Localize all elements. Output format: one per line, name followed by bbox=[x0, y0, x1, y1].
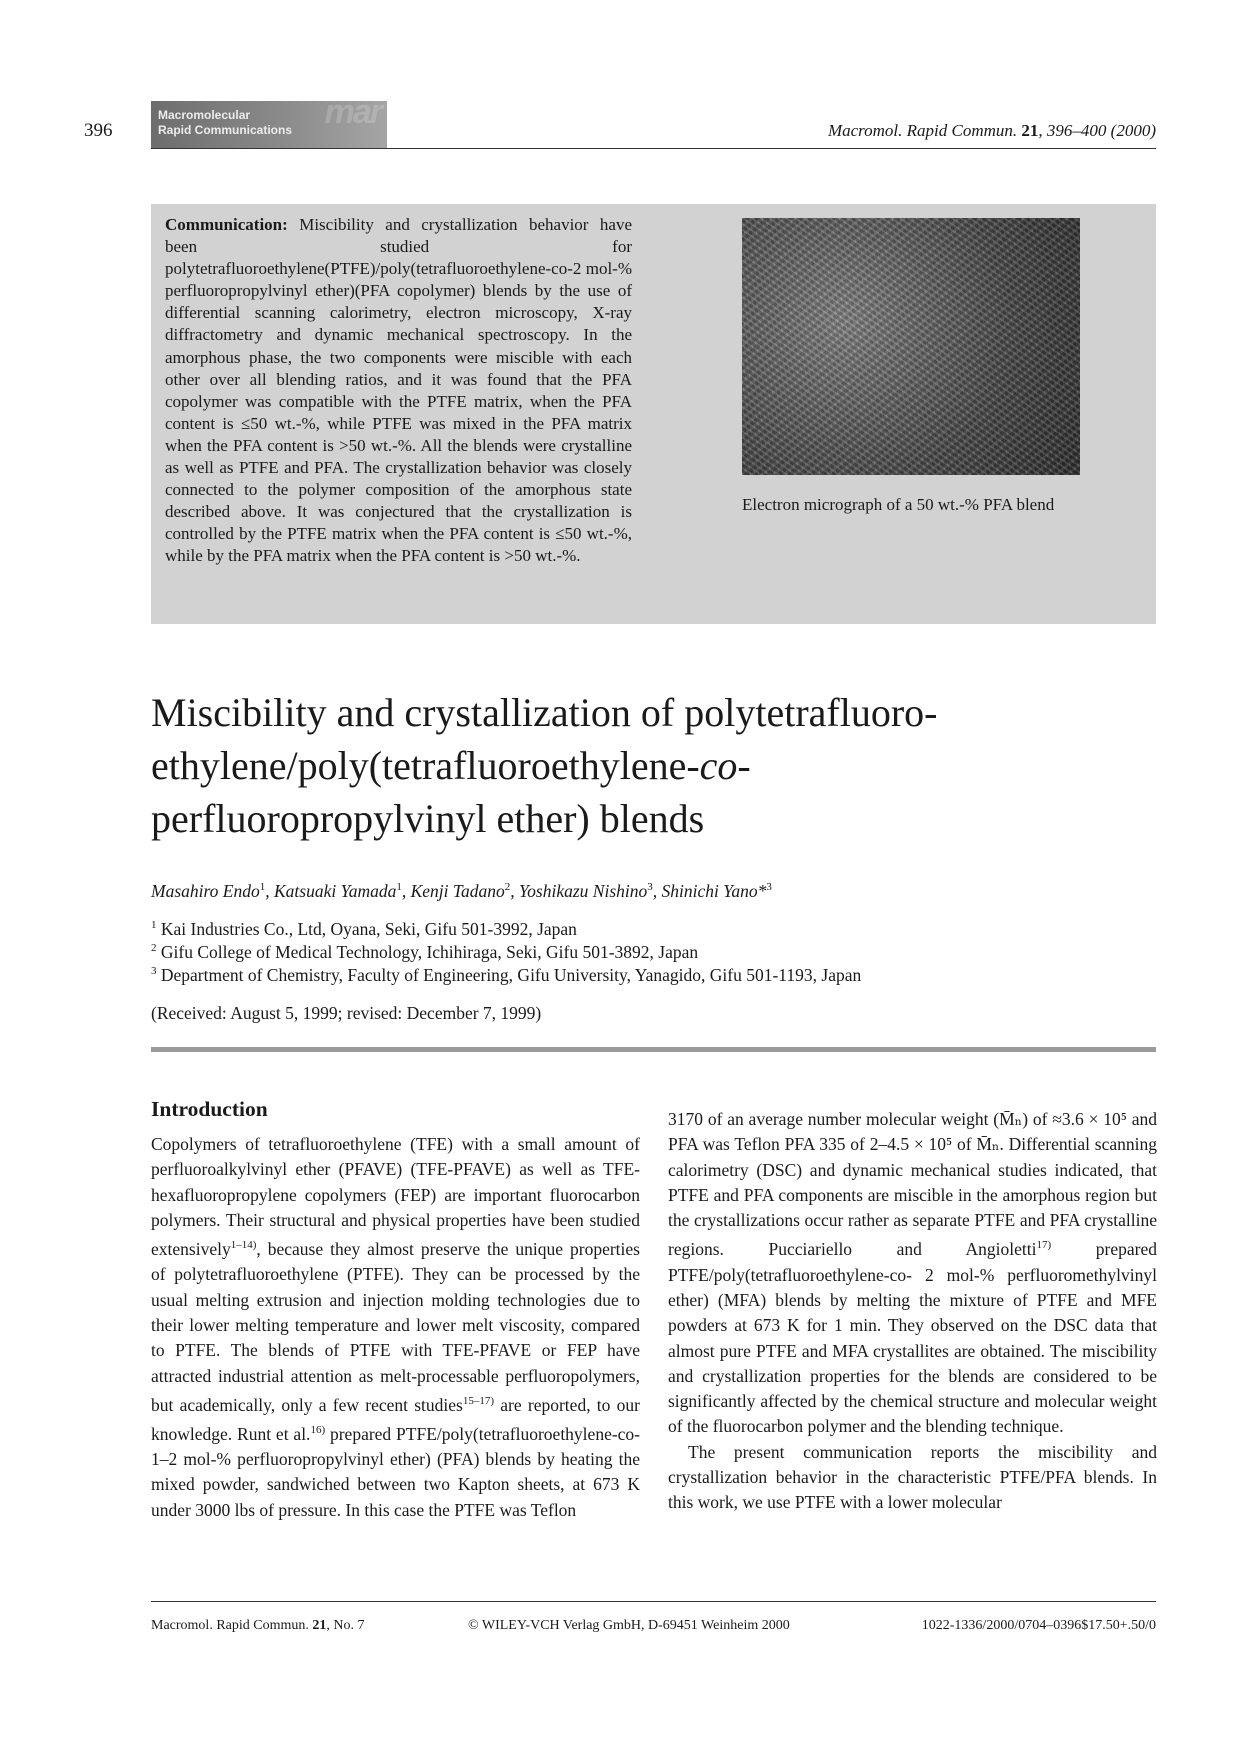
body-paragraph: Copolymers of tetrafluoroethylene (TFE) with a small amount of perfluoroalkylvinyl ether (PFAVE) (TFE-PFAVE) as well as TFE-hexafluoropropylene copolymers (FEP) are important fluorocarbon polymers. Their structural and physical properties have been studied extensively$^{1-14)}$, because they almost preserve the unique properties of polytetrafluoroethylene (PTFE). They can be processed by the usual melting extrusion and injection molding technologies due to their lower melting temperature and lower melt viscosity, compared to PTFE. The blends of PTFE with TFE-PFAVE or FEP have attracted industrial attention as melt-processable perfluoropolymers, but academically, only a few recent studies$^{15-17)}$ are reported, to our knowledge. Runt et al.$^{16)}$ prepared PTFE/poly(tetrafluoroethylene-co- 1–2 mol-% perfluoropropylvinyl ether) (PFA) blends by heating the mixed powder, sandwiched between two Kapton sheets, at 673 K under 3000 lbs of pressure. In this case the PTFE was Teflon bbox=[151, 1134, 641, 1520]
footer-citation: Macromol. Rapid Commun. 21, No. 7 bbox=[151, 1618, 365, 1633]
logo-mark-icon: mar bbox=[324, 101, 381, 131]
section-divider bbox=[151, 1047, 1156, 1052]
body-paragraph: The present communication reports the miscibility and crystallization behavior in the characteristic PTFE/PFA blends. In this work, we use PTFE with a lower molecular bbox=[668, 1441, 1157, 1513]
footer-copyright: © WILEY-VCH Verlag GmbH, D-69451 Weinheim 2000 bbox=[468, 1618, 790, 1633]
logo-line-2: Rapid Communications bbox=[158, 123, 293, 137]
header-rule bbox=[151, 148, 1156, 149]
body-paragraph: 3170 of an average number molecular weight (M̄ₙ) of ≈3.6 × 10⁵ and PFA was Teflon PFA 335 of 2–4.5 × 10⁵ of M̄ₙ. Differential scanning calorimetry (DSC) and dynamic mechanical studies indicated, that PTFE and PFA components are miscible in the amorphous region but the crystallizations occur rather as separate PTFE and PFA crystalline regions. Pucciariello and Angioletti$^{17)}$ prepared PTFE/poly(tetrafluoroethylene-co- 2 mol-% perfluoromethylvinyl ether) (MFA) blends by melting the mixture of PTFE and MFE powders at 673 K for 1 min. They observed on the DSC data that almost pure PTFE and MFA crystallites are obtained. The miscibility and crystallization properties for the blends are considered to be significantly affected by the chemical structure and molecular weight of the fluorocarbon polymer and the blending technique. bbox=[668, 1109, 1157, 1437]
section-heading-introduction: Introduction bbox=[151, 1097, 268, 1121]
body-column-right bbox=[668, 1107, 1157, 1516]
author-name: Yoshikazu Nishino bbox=[519, 881, 648, 901]
reference-citation: 17) bbox=[1036, 1239, 1052, 1252]
author-list: Masahiro Endo$^1$, Katsuaki Yamada$^1$, Kenji Tadano$^2$, Yoshikazu Nishino$^3$, Shinichi Yano*$^3$ bbox=[151, 881, 772, 901]
body-column-left bbox=[151, 1132, 640, 1523]
journal-logo bbox=[151, 101, 387, 148]
abstract-body: Miscibility and crystallization behavior have been studied for polytetrafluoroethylene(PTFE)/poly(tetrafluoroethylene-co-2 mol-% perfluoropropylvinyl ether)(PFA copolymer) blends by the use of differential scanning calorimetry, electron microscopy, X-ray diffractometry and dynamic mechanical spectroscopy. In the amorphous phase, the two components were miscible with each other over all blending ratios, and it was found that the PFA copolymer was compatible with the PTFE matrix, when the PFA content is ≤50 wt.-%, while PTFE was mixed in the PFA matrix when the PFA content is >50 wt.-%. All the blends were crystalline as well as PTFE and PFA. The crystallization behavior was closely connected to the polymer composition of the amorphous state described above. It was conjectured that the crystallization is controlled by the PTFE matrix when the PFA content is ≤50 wt.-%, while by the PFA matrix when the PFA content is >50 wt.-%. bbox=[165, 215, 632, 566]
title-line-2: ethylene/poly(tetrafluoroethylene-co- bbox=[151, 743, 751, 788]
affiliation-2: $^2$ Gifu College of Medical Technology, Ichihiraga, Seki, Gifu 501-3892, Japan bbox=[151, 942, 699, 962]
abstract-text bbox=[165, 214, 632, 568]
author-name: Shinichi Yano* bbox=[661, 881, 767, 901]
reference-citation: 15–17) bbox=[462, 1394, 495, 1407]
author-name: Kenji Tadano bbox=[410, 881, 505, 901]
affiliation-3: $^3$ Department of Chemistry, Faculty of Engineering, Gifu University, Yanagido, Gifu 501-1193, Japan bbox=[151, 965, 862, 985]
received-dates: (Received: August 5, 1999; revised: December 7, 1999) bbox=[151, 1003, 542, 1023]
logo-line-1: Macromolecular bbox=[158, 108, 251, 122]
footer-issn: 1022-1336/2000/0704–0396$17.50+.50/0 bbox=[921, 1618, 1156, 1633]
footer-rule bbox=[151, 1601, 1156, 1602]
reference-citation: 1–14) bbox=[230, 1239, 257, 1252]
abstract-label: Communication: bbox=[165, 215, 288, 234]
electron-micrograph-image bbox=[742, 218, 1080, 475]
running-head: Macromol. Rapid Commun. 21, 396–400 (2000) bbox=[827, 121, 1156, 140]
page-number: 396 bbox=[84, 120, 113, 141]
article-title bbox=[151, 686, 1151, 845]
author-name: Katsuaki Yamada bbox=[273, 881, 397, 901]
author-name: Masahiro Endo bbox=[151, 881, 260, 901]
title-line-3: perfluoropropylvinyl ether) blends bbox=[151, 796, 705, 841]
reference-citation: 16) bbox=[310, 1423, 326, 1436]
affiliation-1: $^1$ Kai Industries Co., Ltd, Oyana, Seki, Gifu 501-3992, Japan bbox=[151, 919, 577, 939]
title-line-1: Miscibility and crystallization of polytetrafluoro- bbox=[151, 690, 938, 735]
figure-caption: Electron micrograph of a 50 wt.-% PFA blend bbox=[742, 495, 1055, 514]
